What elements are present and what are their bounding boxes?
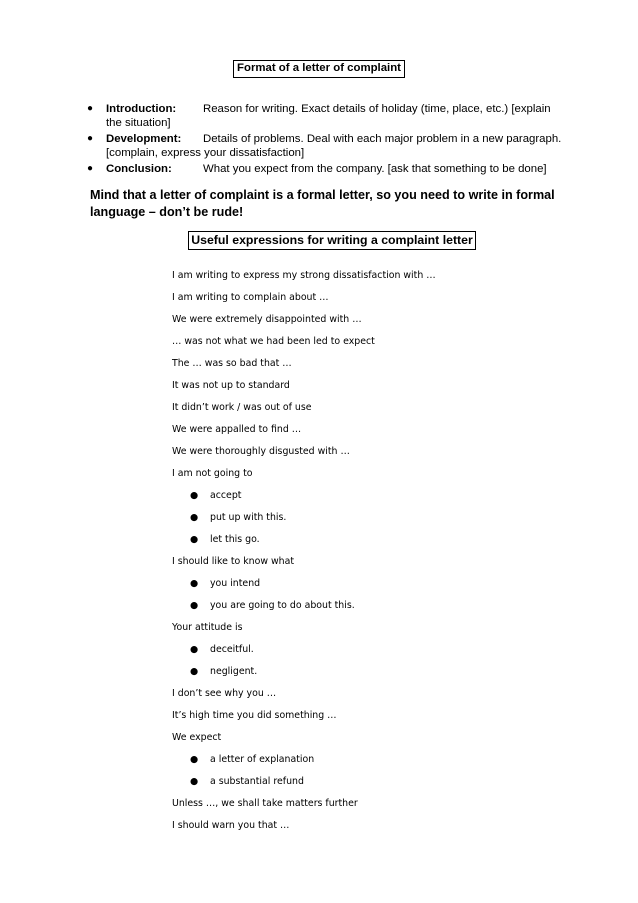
format-item-introduction (87, 102, 590, 130)
expression-subitem-text: let this go. (210, 534, 260, 545)
expression-subitem (190, 600, 355, 611)
bullet-icon: ● (190, 776, 199, 787)
expression-line: I don’t see why you … (172, 688, 277, 699)
bullet-icon: ● (190, 600, 199, 611)
format-desc-continued: [complain, express your dissatisfaction] (106, 147, 305, 159)
expression-subitem (190, 534, 260, 545)
expression-subitem (190, 754, 315, 765)
bullet-icon: ● (190, 666, 199, 677)
expression-line: We were extremely disappointed with … (172, 314, 362, 325)
expression-subitem (190, 776, 304, 787)
expression-subitem (190, 666, 258, 677)
expression-line: … was not what we had been led to expect (172, 336, 375, 347)
expression-line: The … was so bad that … (172, 358, 292, 369)
bullet-icon: ● (190, 754, 199, 765)
expression-line: I am writing to complain about … (172, 292, 329, 303)
format-label: Conclusion: (106, 163, 172, 175)
format-desc: What you expect from the company. [ask that something to be done] (203, 163, 547, 175)
bullet-icon: ● (87, 163, 94, 174)
bullet-icon: ● (190, 534, 199, 545)
format-desc: Reason for writing. Exact details of holiday (time, place, etc.) [explain (203, 103, 551, 115)
mind-note: Mind that a letter of complaint is a formal letter, so you need to write in formal language – don’t be rude! (90, 188, 555, 219)
format-item-development (87, 132, 590, 160)
expression-line: We expect (172, 732, 222, 743)
format-list (87, 102, 590, 176)
expression-subitem (190, 578, 261, 589)
bullet-icon: ● (87, 103, 94, 114)
expression-subitem (190, 490, 242, 501)
expression-line: I should like to know what (172, 556, 295, 567)
expression-subitem (190, 512, 287, 523)
format-label: Development: (106, 133, 182, 145)
useful-expressions-title: Useful expressions for writing a complaint letter (188, 231, 476, 250)
bullet-icon: ● (190, 490, 199, 501)
expression-subitem-text: accept (210, 490, 242, 501)
bullet-icon: ● (190, 578, 199, 589)
expression-subitem-text: a substantial refund (210, 776, 304, 787)
expression-line: Your attitude is (172, 622, 243, 633)
expression-subitem-text: negligent. (210, 666, 258, 677)
expression-line: It was not up to standard (172, 380, 290, 391)
bullet-icon: ● (87, 133, 94, 144)
bullet-icon: ● (190, 512, 199, 523)
bullet-icon: ● (190, 644, 199, 655)
format-desc-continued: the situation] (106, 117, 171, 129)
useful-title-wrap (0, 231, 638, 250)
expression-line: I am not going to (172, 468, 253, 479)
expression-line: Unless …, we shall take matters further (172, 798, 358, 809)
expression-subitem-text: put up with this. (210, 512, 287, 523)
expression-line: It’s high time you did something … (172, 710, 337, 721)
document-title: Format of a letter of complaint (233, 60, 405, 78)
expression-line: We were appalled to find … (172, 424, 302, 435)
expression-line: I am writing to express my strong dissatisfaction with … (172, 270, 436, 281)
format-desc: Details of problems. Deal with each major problem in a new paragraph. (203, 133, 562, 145)
expression-subitem-text: a letter of explanation (210, 754, 315, 765)
expression-subitem (190, 644, 254, 655)
expression-subitem-text: you intend (210, 578, 261, 589)
expression-subitem-text: deceitful. (210, 644, 254, 655)
expression-line: I should warn you that … (172, 820, 290, 831)
document-title-wrap (0, 60, 638, 78)
expression-line: We were thoroughly disgusted with … (172, 446, 350, 457)
format-item-conclusion (87, 162, 590, 176)
expression-subitem-text: you are going to do about this. (210, 600, 355, 611)
format-label: Introduction: (106, 103, 177, 115)
expression-line: It didn’t work / was out of use (172, 402, 312, 413)
